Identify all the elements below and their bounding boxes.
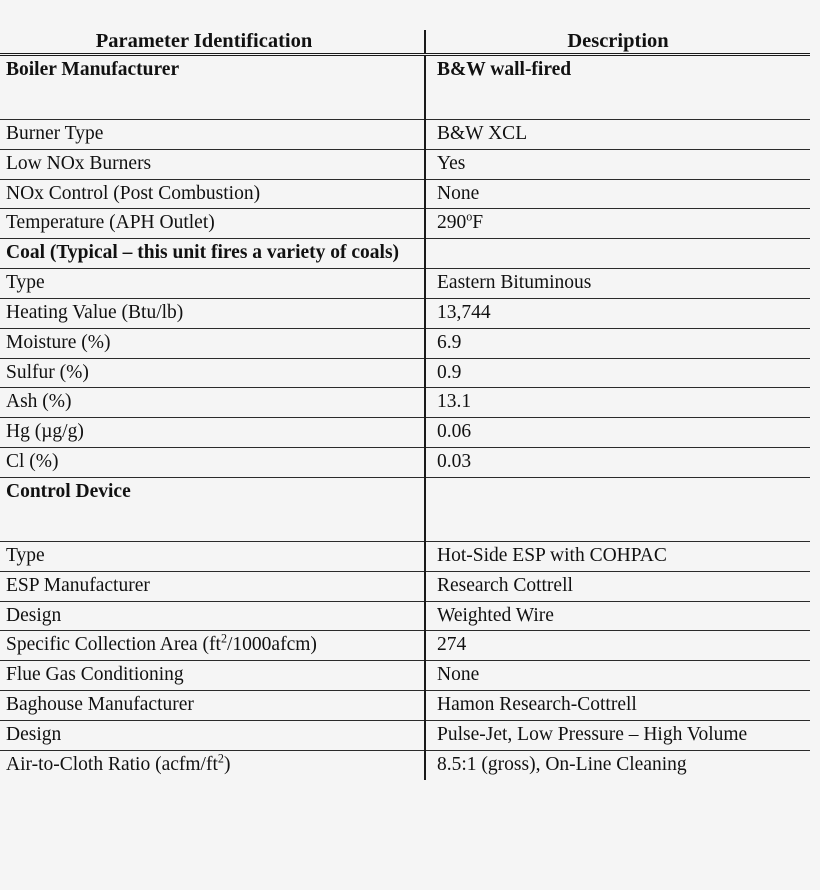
table-header-row [0, 30, 810, 54]
table-row [0, 691, 810, 721]
cell-description: Pulse-Jet, Low Pressure – High Volume [425, 720, 810, 750]
cell-parameter: ESP Manufacturer [0, 571, 425, 601]
cell-parameter: Hg (µg/g) [0, 418, 425, 448]
cell-description: 290$^o$F [425, 209, 810, 239]
table-header [0, 30, 810, 54]
column-header-parameter: Parameter Identification [0, 30, 425, 54]
cell-parameter: Burner Type [0, 119, 425, 149]
cell-parameter: Sulfur (%) [0, 358, 425, 388]
cell-parameter: Moisture (%) [0, 328, 425, 358]
cell-parameter: Type [0, 541, 425, 571]
table-row [0, 750, 810, 779]
table-row [0, 269, 810, 299]
table-row [0, 298, 810, 328]
table-row [0, 209, 810, 239]
cell-parameter: Temperature (APH Outlet) [0, 209, 425, 239]
table-row [0, 119, 810, 149]
cell-parameter: Design [0, 601, 425, 631]
specification-table [0, 30, 810, 780]
cell-description: Hamon Research-Cottrell [425, 691, 810, 721]
cell-parameter: Design [0, 720, 425, 750]
cell-description: Hot-Side ESP with COHPAC [425, 541, 810, 571]
cell-description [425, 477, 810, 541]
table-body [0, 54, 810, 779]
cell-parameter: Heating Value (Btu/lb) [0, 298, 425, 328]
table-row [0, 631, 810, 661]
table-row [0, 239, 810, 269]
cell-parameter: Ash (%) [0, 388, 425, 418]
table-row [0, 54, 810, 119]
table-row [0, 388, 810, 418]
cell-parameter: Air-to-Cloth Ratio $(acfm/ft^2)$ [6, 751, 231, 775]
table-row [0, 571, 810, 601]
cell-description: Eastern Bituminous [425, 269, 810, 299]
table-row [0, 541, 810, 571]
cell-parameter: Boiler Manufacturer [0, 54, 425, 119]
table-row [0, 601, 810, 631]
cell-parameter: Coal (Typical – this unit fires a variety of coals) [0, 239, 425, 269]
table-row [0, 720, 810, 750]
cell-parameter: Specific Collection Area $(ft^2/1000afcm)$ [0, 631, 425, 661]
cell-parameter: Cl (%) [0, 448, 425, 478]
cell-description: 6.9 [425, 328, 810, 358]
cell-description: Yes [425, 149, 810, 179]
cell-parameter: Flue Gas Conditioning [0, 661, 425, 691]
cell-description: B&W wall-fired [425, 54, 810, 119]
cell-parameter: Control Device [0, 477, 425, 541]
cell-description: None [425, 661, 810, 691]
cell-description: 13.1 [425, 388, 810, 418]
cell-parameter: Type [0, 269, 425, 299]
cell-description: Research Cottrell [425, 571, 810, 601]
table-row [0, 477, 810, 541]
cell-description: 8.5:1 (gross), On-Line Cleaning [425, 750, 810, 779]
table-row [0, 418, 810, 448]
cell-description: 0.9 [425, 358, 810, 388]
cell-parameter: Low NOx Burners [0, 149, 425, 179]
cell-description: 0.06 [425, 418, 810, 448]
cell-parameter: Baghouse Manufacturer [0, 691, 425, 721]
table-row [0, 661, 810, 691]
table-row [0, 179, 810, 209]
cell-description: B&W XCL [425, 119, 810, 149]
table-row [0, 328, 810, 358]
cell-description: 274 [425, 631, 810, 661]
table-row [0, 149, 810, 179]
cell-description: None [425, 179, 810, 209]
cell-description: Weighted Wire [425, 601, 810, 631]
cell-description: 13,744 [425, 298, 810, 328]
column-header-description: Description [425, 30, 810, 54]
table-row [0, 358, 810, 388]
cell-description [425, 239, 810, 269]
table-row [0, 448, 810, 478]
cell-description: 0.03 [425, 448, 810, 478]
cell-parameter: NOx Control (Post Combustion) [0, 179, 425, 209]
